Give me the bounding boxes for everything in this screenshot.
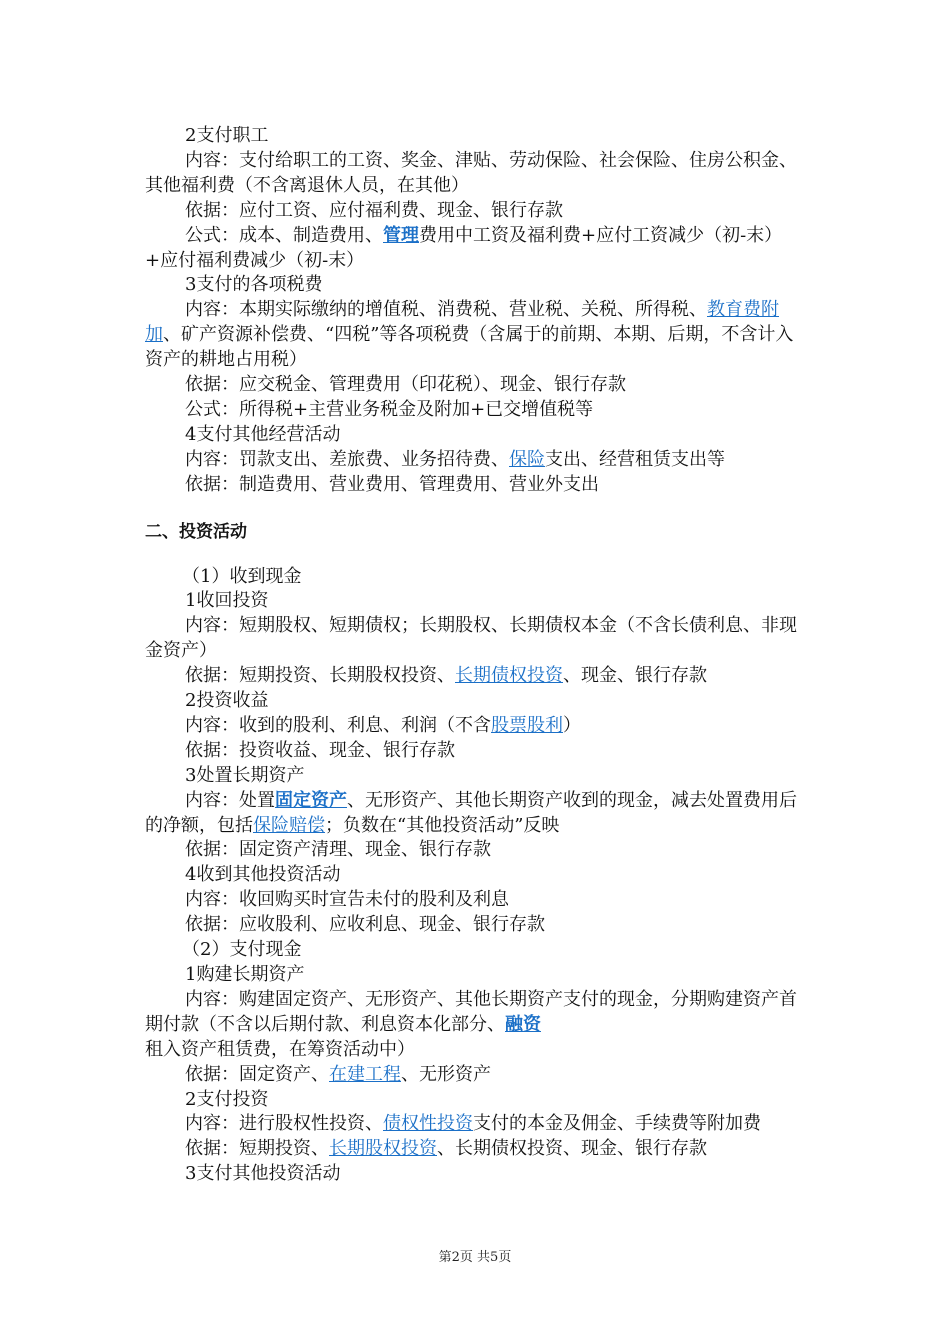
item-title: 1收回投资 [185, 590, 269, 612]
item-basis: 依据：固定资产、在建工程、无形资产 [185, 1063, 491, 1085]
item-basis: 依据：制造费用、营业费用、管理费用、营业外支出 [185, 473, 599, 495]
subsection-title: （1）收到现金 [182, 565, 302, 587]
item-basis: 依据：投资收益、现金、银行存款 [185, 739, 455, 761]
item-basis: 依据：应付工资、应付福利费、现金、银行存款 [185, 199, 563, 221]
item-formula: 公式：所得税+主营业务税金及附加+已交增值税等 [185, 398, 594, 420]
item-basis: 依据：短期投资、长期股权投资、长期债权投资、现金、银行存款 [185, 665, 707, 687]
item-content: 内容：本期实际缴纳的增值税、消费税、营业税、关税、所得税、教育费附加、矿产资源补偿费、“四税”等各项税费（含属于的前期、本期、后期，不含计入资产的耕地占用税） [145, 299, 794, 371]
link-changqi-zhaiquan-touzi[interactable]: 长期债权投资 [455, 665, 563, 687]
item-title: 2支付职工 [185, 125, 269, 146]
link-baoxian[interactable]: 保险 [509, 448, 545, 470]
item-title: 3支付的各项税费 [185, 274, 323, 296]
item-content: 内容：购建固定资产、无形资产、其他长期资产支付的现金，分期购建资产首期付款（不含以后期付款、利息资本化部分、融资租入资产租赁费，在筹资活动中） [145, 988, 797, 1060]
item-title: 1购建长期资产 [185, 964, 305, 985]
item-title: 2投资收益 [185, 690, 269, 712]
item-content: 内容：处置固定资产、无形资产、其他长期资产收到的现金，减去处置费用后的净额，包括保险赔偿；负数在“其他投资活动”反映 [145, 789, 797, 836]
link-gupiao-guli[interactable]: 股票股利 [491, 714, 563, 736]
item-content: 内容：支付给职工的工资、奖金、津贴、劳动保险、社会保险、住房公积金、其他福利费（不含离退休人员，在其他） [145, 149, 797, 196]
item-content: 内容：收回购买时宣告未付的股利及利息 [185, 889, 509, 911]
subsection-title: （2）支付现金 [182, 939, 302, 961]
item-basis: 依据：应交税金、管理费用（印花税）、现金、银行存款 [185, 374, 626, 396]
item-content: 内容：罚款支出、差旅费、业务招待费、保险支出、经营租赁支出等 [185, 448, 725, 470]
item-basis: 依据：固定资产清理、现金、银行存款 [185, 839, 491, 861]
item-title: 3处置长期资产 [185, 764, 305, 786]
item-content: 内容：短期股权、短期债权；长期股权、长期债权本金（不含长债利息、非现金资产） [145, 615, 797, 662]
item-basis: 依据：应收股利、应收利息、现金、银行存款 [185, 914, 545, 936]
item-content: 内容：收到的股利、利息、利润（不含股票股利） [185, 714, 581, 736]
item-title: 4支付其他经营活动 [185, 423, 341, 445]
section-heading: 二、投资活动 [145, 521, 247, 542]
link-zhaiquanxing-touzi[interactable]: 债权性投资 [383, 1113, 473, 1135]
page-footer: 第2页 共5页 [438, 1250, 512, 1265]
item-content: 内容：进行股权性投资、债权性投资支付的本金及佣金、手续费等附加费 [185, 1113, 761, 1135]
document-body [145, 124, 807, 1187]
link-changqi-guquan-touzi[interactable]: 长期股权投资 [329, 1138, 437, 1160]
item-formula: 公式：成本、制造费用、管理费用中工资及福利费+应付工资减少（初-末）+应付福利费减少（初-末） [145, 224, 783, 271]
link-guding-zichan[interactable]: 固定资产 [275, 789, 347, 811]
link-zaijian-gongcheng[interactable]: 在建工程 [329, 1063, 401, 1085]
link-baoxian-peichang[interactable]: 保险赔偿 [253, 814, 325, 836]
item-basis: 依据：短期投资、长期股权投资、长期债权投资、现金、银行存款 [185, 1138, 707, 1160]
link-jiaoyu-fujia[interactable]: 教育费附加 [145, 299, 779, 346]
item-title: 2支付投资 [185, 1088, 269, 1110]
link-rongzi[interactable]: 融资 [505, 1013, 541, 1035]
link-guanli[interactable]: 管理 [383, 224, 419, 246]
item-title: 4收到其他投资活动 [185, 864, 341, 886]
item-title: 3支付其他投资活动 [185, 1163, 341, 1185]
